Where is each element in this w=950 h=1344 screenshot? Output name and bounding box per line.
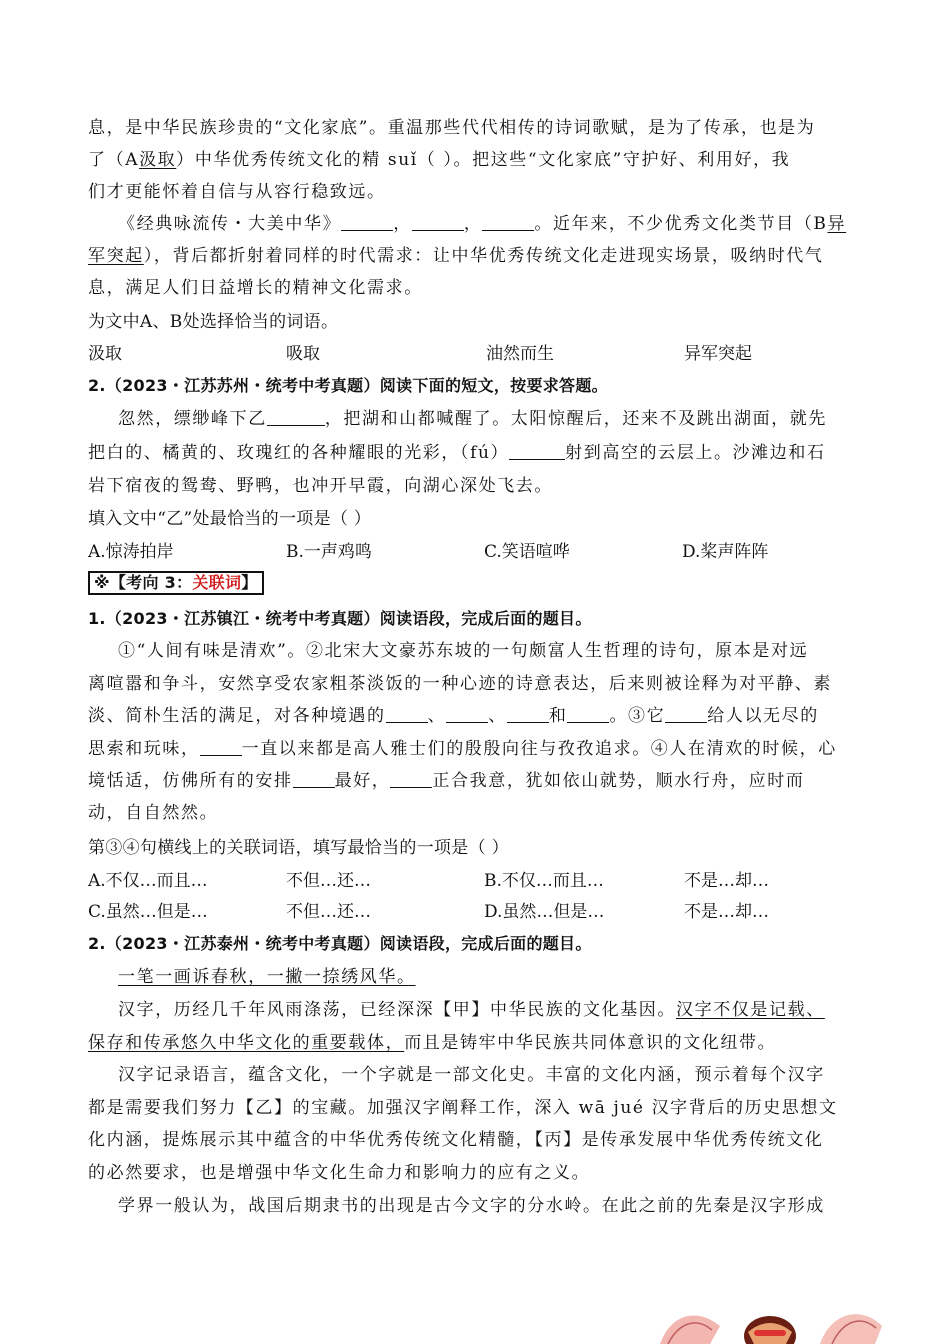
answer-blank[interactable] (390, 769, 432, 788)
answer-option[interactable]: 异军突起 (684, 344, 752, 364)
answer-blank[interactable] (386, 704, 428, 723)
passage-line: 都是需要我们努力【乙】的宝藏。加强汉字阐释工作，深入 wā jué 汉字背后的历史思想文 (88, 1098, 838, 1118)
passage-line: 们才更能怀着自信与从容行稳致远。 (88, 182, 386, 202)
question-title: 2.（2023・江苏苏州・统考中考真题）阅读下面的短文，按要求答题。 (88, 376, 608, 395)
passage-line: 离喧嚣和争斗，安然享受农家粗茶淡饭的一种心迹的诗意表达，后来则被诠释为对平静、素 (88, 674, 832, 694)
answer-option-part: 不但…还… (286, 871, 371, 891)
answer-blank[interactable] (482, 212, 534, 231)
passage-line: 把白的、橘黄的、玫瑰红的各种耀眼的光彩，（fú） 射到高空的云层上。沙滩边和石 (88, 443, 826, 463)
passage-line: ①“人间有味是清欢”。②北宋大文豪苏东坡的一句颇富人生哲理的诗句，原本是对远 (118, 641, 809, 661)
answer-blank[interactable] (665, 704, 707, 723)
passage-line: 了（A汲取）中华优秀传统文化的精 suǐ（ ）。把这些“文化家底”守护好、利用好，我 (88, 150, 791, 170)
answer-blank[interactable] (412, 212, 464, 231)
answer-option[interactable]: B.不仅…而且… (484, 871, 604, 891)
answer-blank[interactable] (341, 212, 393, 231)
answer-blank[interactable] (267, 407, 325, 426)
answer-blank[interactable] (567, 704, 609, 723)
passage-line: 的必然要求，也是增强中华文化生命力和影响力的应有之义。 (88, 1163, 591, 1183)
question-title: 2.（2023・江苏泰州・统考中考真题）阅读语段，完成后面的题目。 (88, 934, 592, 953)
answer-option-part: 不是…却… (684, 871, 769, 891)
answer-option[interactable]: C.虽然…但是… (88, 902, 208, 922)
answer-option[interactable]: D.桨声阵阵 (682, 542, 769, 562)
passage-subtitle: 一笔一画诉春秋，一撇一捺绣风华。 (118, 967, 416, 987)
passage-line: 《经典咏流传・大美中华》 ， ， 。近年来，不少优秀文化类节目（B异 (118, 214, 847, 234)
question-text: 填入文中“乙”处最恰当的一项是（ ） (88, 509, 372, 529)
passage-line: 息，满足人们日益增长的精神文化需求。 (88, 278, 423, 298)
answer-option[interactable]: 油然而生 (486, 344, 554, 364)
answer-option-part: 不是…却… (684, 902, 769, 922)
underlined-word: 汲取 (139, 150, 177, 170)
answer-blank[interactable] (507, 704, 549, 723)
answer-option[interactable]: C.笑语喧哗 (484, 542, 570, 562)
answer-option[interactable]: B.一声鸡鸣 (286, 542, 372, 562)
answer-blank[interactable] (293, 769, 335, 788)
section-heading: ※【考向 3：关联词】 (88, 571, 863, 595)
answer-option-part: 不但…还… (286, 902, 371, 922)
question-title: 1.（2023・江苏镇江・统考中考真题）阅读语段，完成后面的题目。 (88, 609, 592, 628)
answer-option[interactable]: A.惊涛拍岸 (88, 542, 174, 562)
mascot-illustration (650, 1296, 890, 1344)
question-text: 第③④句横线上的关联词语，填写最恰当的一项是（ ） (88, 838, 509, 858)
passage-line: 汉字记录语言，蕴含文化，一个字就是一部文化史。丰富的文化内涵，预示着每个汉字 (118, 1065, 825, 1085)
answer-option[interactable]: A.不仅…而且… (88, 871, 208, 891)
answer-option[interactable]: 吸取 (286, 344, 320, 364)
answer-option[interactable]: 汲取 (88, 344, 122, 364)
passage-line: 淡、简朴生活的满足，对各种境遇的 、 、 和 。③它 给人以无尽的 (88, 706, 819, 726)
passage-line: 学界一般认为，战国后期隶书的出现是古今文字的分水岭。在此之前的先秦是汉字形成 (118, 1196, 825, 1216)
mascot-wing-right (820, 1314, 882, 1344)
passage-line: 息，是中华民族珍贵的“文化家底”。重温那些代代相传的诗词歌赋，是为了传承，也是为 (88, 118, 816, 138)
underlined-word: 军突起 (88, 246, 144, 266)
answer-blank[interactable] (446, 704, 488, 723)
question-text: 为文中A、B处选择恰当的词语。 (88, 312, 339, 332)
passage-line: 境恬适，仿佛所有的安排 最好， 正合我意，犹如依山就势，顺水行舟，应时而 (88, 771, 805, 791)
answer-option[interactable]: D.虽然…但是… (484, 902, 605, 922)
passage-line: 保存和传承悠久中华文化的重要载体，而且是铸牢中华民族共同体意识的文化纽带。 (88, 1033, 777, 1053)
passage-line: 动，自自然然。 (88, 803, 219, 823)
passage-line: 思索和玩味， 一直以来都是高人雅士们的殷殷向往与孜孜追求。④人在清欢的时候，心 (88, 739, 837, 759)
passage-line: 化内涵，提炼展示其中蕴含的中华优秀传统文化精髓，【丙】是传承发展中华优秀传统文化 (88, 1130, 824, 1150)
passage-line: 岩下宿夜的鸳鸯、野鸭，也冲开早霞，向湖心深处飞去。 (88, 476, 553, 496)
passage-line: 军突起），背后都折射着同样的时代需求：让中华优秀传统文化走进现实场景，吸纳时代气 (88, 246, 824, 266)
answer-blank[interactable] (200, 737, 242, 756)
passage-line: 汉字，历经几千年风雨涤荡，已经深深【甲】中华民族的文化基因。汉字不仅是记载、 (118, 1000, 825, 1020)
passage-line: 忽然，缥缈峰下乙 ，把湖和山都喊醒了。太阳惊醒后，还来不及跳出湖面，就先 (118, 409, 828, 429)
answer-blank[interactable] (509, 441, 565, 460)
